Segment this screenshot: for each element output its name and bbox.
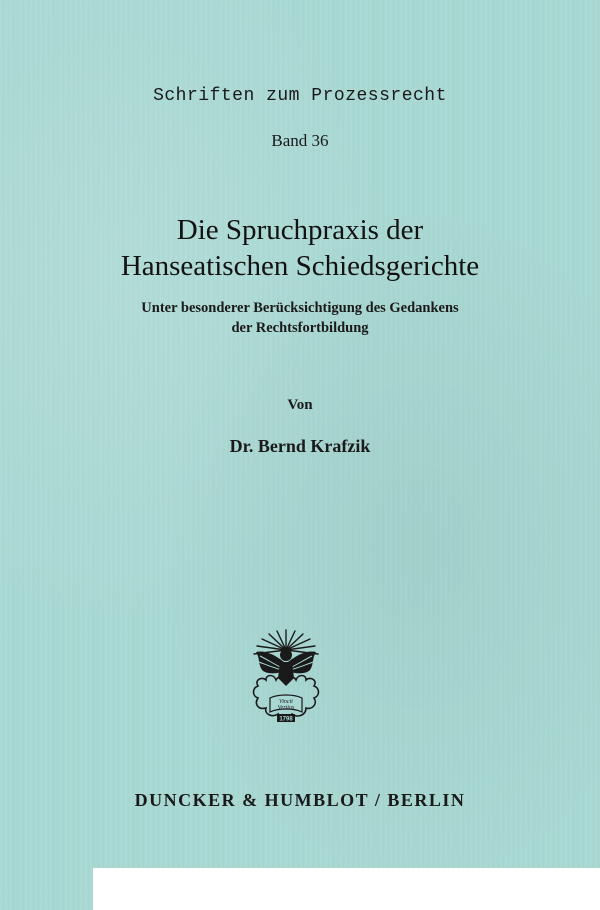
volume-number: Band 36 <box>271 131 329 150</box>
logo-motto-line-2: Veritas <box>277 705 295 711</box>
subtitle-line-2: der Rechtsfortbildung <box>231 320 369 336</box>
author-name: Dr. Bernd Krafzik <box>229 436 371 456</box>
title-line-2: Hanseatischen Schiedsgerichte <box>120 250 480 282</box>
by-label: Von <box>287 397 313 413</box>
publisher-imprint: DUNCKER & HUMBLOT / BERLIN <box>134 790 466 810</box>
scan-edge-strip <box>93 868 600 910</box>
subtitle-line-1: Unter besonderer Berücksichtigung des Gedankens <box>141 300 459 316</box>
logo-year: 1798 <box>279 716 293 723</box>
logo-motto-line-1: Vincit <box>279 699 293 705</box>
phoenix-publisher-emblem-icon <box>244 628 328 728</box>
book-subtitle <box>0 298 600 338</box>
book-title <box>0 212 600 284</box>
series-title: Schriften zum Prozessrecht <box>153 86 447 106</box>
title-line-1: Die Spruchpraxis der <box>176 214 424 246</box>
